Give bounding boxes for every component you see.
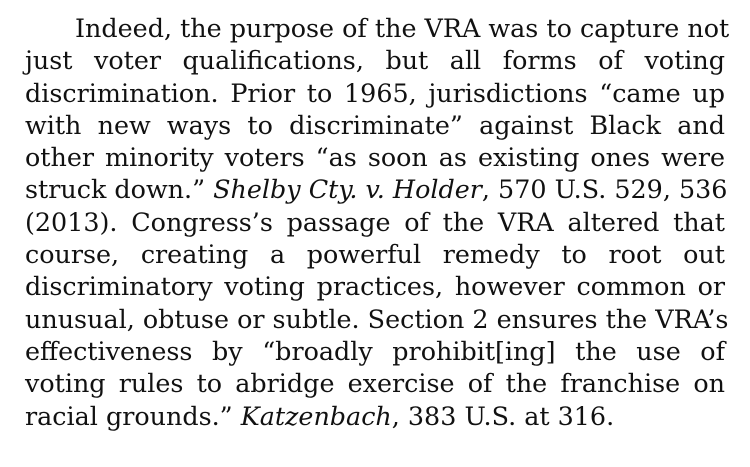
text-line: [25, 141, 725, 173]
text-line: [25, 303, 729, 335]
text-line: [25, 270, 725, 302]
text-line: [25, 238, 725, 270]
text-run: effectiveness by “broadly prohibit[ing] the use of: [25, 335, 725, 366]
text-line: [25, 12, 730, 44]
text-line: [25, 400, 725, 432]
text-run: racial grounds.”: [25, 400, 241, 431]
text-line: [25, 367, 725, 399]
text-run: discriminatory voting practices, however common or: [25, 271, 725, 302]
text-run: with new ways to discriminate” against Black and: [25, 109, 725, 140]
text-run: Indeed, the purpose of the VRA was to capture not: [75, 13, 730, 43]
text-run: (2013). Congress’s passage of the VRA altered that: [25, 206, 725, 237]
text-line: [25, 44, 725, 76]
text-run: just voter qualifications, but all forms of voting: [25, 45, 725, 76]
text-line: [25, 77, 725, 109]
text-line: [25, 206, 725, 238]
case-citation: Shelby Cty. v. Holder: [213, 174, 482, 205]
text-run: struck down.”: [25, 174, 214, 205]
text-run: unusual, obtuse or subtle. Section 2 ensures the VRA’s: [25, 303, 729, 334]
text-line: [25, 109, 725, 141]
text-line: [25, 335, 725, 367]
text-run: other minority voters “as soon as existing ones were: [25, 142, 725, 173]
text-run: , 383 U.S. at 316.: [391, 400, 615, 431]
document-page: [25, 12, 730, 432]
case-citation: Katzenbach: [240, 400, 392, 431]
text-run: discrimination. Prior to 1965, jurisdictions “came up: [25, 77, 725, 108]
text-line: [25, 173, 728, 205]
body-paragraph: [25, 12, 730, 432]
text-run: voting rules to abridge exercise of the franchise on: [25, 368, 725, 399]
text-run: course, creating a powerful remedy to root out: [25, 239, 725, 270]
text-run: , 570 U.S. 529, 536: [481, 174, 728, 205]
